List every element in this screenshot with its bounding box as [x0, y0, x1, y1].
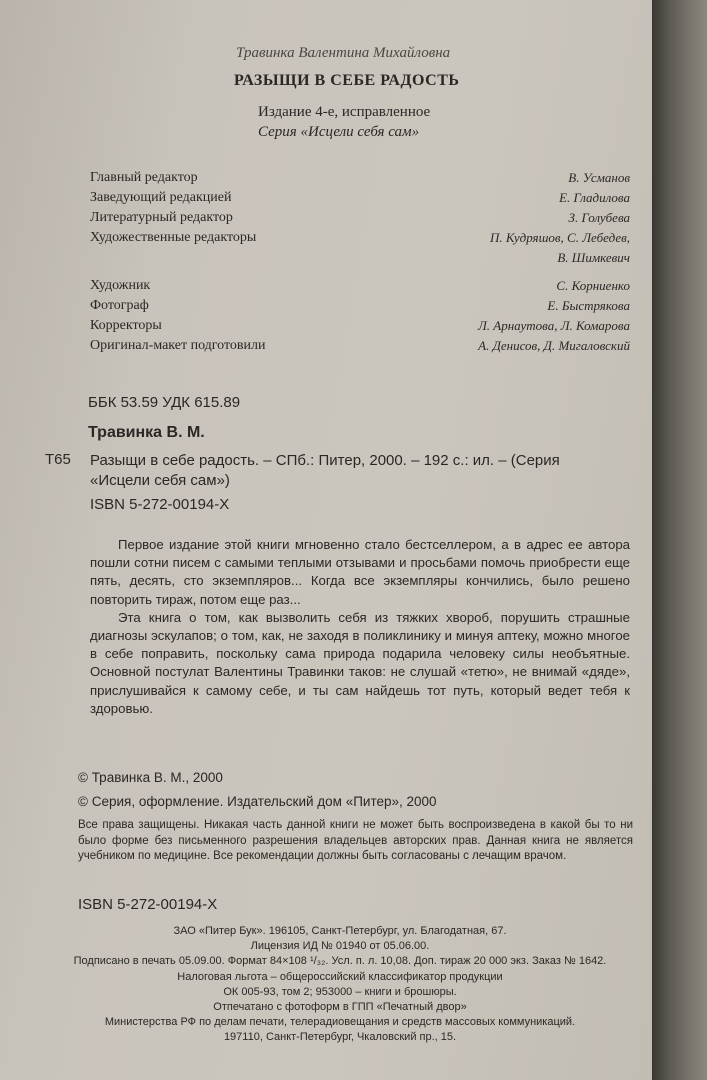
credit-row — [90, 278, 630, 298]
edition-line: Издание 4-е, исправленное — [258, 104, 431, 120]
credit-role: Оригинал-макет подготовили — [90, 338, 266, 353]
credits-list — [90, 170, 630, 358]
credit-names: В. Усманов — [568, 170, 630, 185]
series-line: Серия «Исцели себя сам» — [258, 124, 420, 140]
book-title: РАЗЫЩИ В СЕБЕ РАДОСТЬ — [234, 72, 460, 89]
credit-names: Е. Гладилова — [559, 190, 630, 205]
credit-role: Художник — [90, 278, 151, 293]
credit-row — [90, 210, 630, 230]
credit-role: Литературный редактор — [90, 210, 233, 225]
bibliographic-line-2: «Исцели себя сам») — [90, 472, 230, 489]
isbn-bottom: ISBN 5-272-00194-X — [78, 896, 218, 913]
credit-names: С. Корниенко — [556, 278, 630, 293]
imprint-line: ЗАО «Питер Бук». 196105, Санкт-Петербург, ул. Благодатная, 67. — [173, 925, 507, 937]
credit-names: П. Кудряшов, С. Лебедев, — [489, 230, 630, 245]
imprint-line: Лицензия ИД № 01940 от 05.06.00. — [250, 940, 430, 953]
isbn-top: ISBN 5-272-00194-X — [90, 496, 230, 513]
credit-role: Фотограф — [90, 298, 149, 313]
credit-row — [90, 338, 630, 358]
copyright-publisher: © Серия, оформление. Издательский дом «Питер», 2000 — [78, 794, 437, 809]
credit-row — [90, 250, 630, 270]
imprint-line: Отпечатано с фотоформ в ГПП «Печатный двор» — [213, 1001, 467, 1014]
author-code: Т65 — [45, 451, 71, 468]
abstract-paragraph-2: Эта книга о том, как вызволить себя из тяжких хвороб, порушить страшные диагнозы эскулапов; о том, как, не заходя в поликлинику и минуя аптеку, можно многое в себе поправить, поскольку сама природа подарила человеку силы необъятные. Основной постулат Валентины Травинки таков: не слушай «тетю», не внимай «дяде», прислушивайся к самому себе, и ты сам найдешь тот путь, который ведет тебя к здоровью. — [90, 609, 630, 716]
credit-role: Главный редактор — [90, 170, 198, 185]
credit-row — [90, 298, 630, 318]
credit-row — [90, 170, 630, 190]
credit-names: З. Голубева — [568, 210, 630, 225]
abstract-paragraph-1: Первое издание этой книги мгновенно стало бестселлером, а в адрес ее автора пошли сотни писем с самыми теплыми отзывами и просьбами помочь приобрести еще пять, десять, сто экземпляров... Когда все экземпляры кончились, было решено повторить тираж, потом еще раз... — [90, 537, 630, 607]
credit-names: Л. Арнаутова, Л. Комарова — [477, 318, 630, 333]
credit-row — [90, 230, 630, 250]
credit-role: Корректоры — [90, 318, 162, 333]
credit-row — [90, 190, 630, 210]
credit-names: А. Денисов, Д. Мигаловский — [478, 338, 630, 353]
bbk-udk-codes: ББК 53.59 УДК 615.89 — [88, 394, 241, 411]
book-gutter-shadow — [652, 0, 707, 1080]
abstract — [90, 536, 630, 718]
imprint-line: Налоговая льгота – общероссийский классификатор продукции — [177, 970, 503, 983]
imprint-block — [40, 924, 640, 1046]
imprint-line: ОК 005-93, том 2; 953000 – книги и брошюры. — [223, 985, 457, 998]
bibliographic-line-1: Разыщи в себе радость. – СПб.: Питер, 2000. – 192 с.: ил. – (Серия — [90, 452, 560, 469]
header-author: Травинка Валентина Михайловна — [236, 45, 451, 61]
credit-names: Е. Быстрякова — [547, 298, 630, 313]
imprint-line: Министерства РФ по делам печати, телерадиовещания и средств массовых коммуникаций. — [104, 1016, 576, 1029]
imprint-line: Подписано в печать 05.09.00. Формат 84×108 ¹/₃₂. Усл. п. л. 10,08. Доп. тираж 20 000 экз. Заказ № 1642. — [73, 955, 607, 968]
rights-notice: Все права защищены. Никакая часть данной книги не может быть воспроизведена в какой бы то ни было форме без письменного разрешения владельцев авторских прав. Данная книга не является учебником по медицине. Все рекомендации должны быть согласованы с лечащим врачом. — [78, 819, 633, 862]
catalog-author: Травинка В. М. — [88, 424, 205, 441]
imprint-line: 197110, Санкт-Петербург, Чкаловский пр., 15. — [223, 1031, 457, 1044]
credit-role: Заведующий редакцией — [90, 190, 232, 205]
credit-names: В. Шимкевич — [557, 250, 630, 265]
credit-row — [90, 318, 630, 338]
credit-role: Художественные редакторы — [90, 230, 257, 245]
copyright-author: © Травинка В. М., 2000 — [78, 770, 223, 785]
